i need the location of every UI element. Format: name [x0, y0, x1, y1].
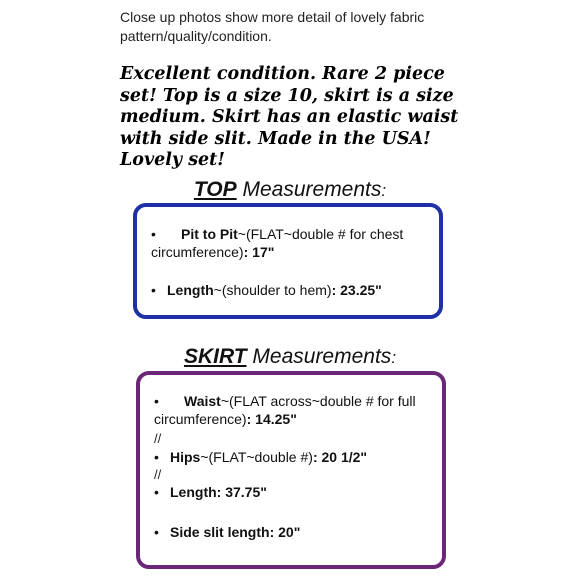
- skirt-item-waist-note: ~(FLAT across~double # for full circumference): [154, 393, 416, 427]
- top-item-length-text: [137, 281, 439, 299]
- bullet-icon: •: [151, 282, 156, 298]
- top-item-length-value: 23.25": [340, 282, 382, 298]
- skirt-item-waist: [140, 392, 442, 428]
- skirt-heading-rest: Measurements: [246, 345, 392, 368]
- top-heading-lead: TOP: [193, 178, 237, 201]
- bullet-icon: •: [154, 393, 159, 409]
- top-item-length: [137, 281, 439, 299]
- top-heading-colon: :: [381, 181, 387, 200]
- skirt-item-hips-colon: :: [312, 449, 322, 465]
- bullet-icon: •: [154, 524, 159, 540]
- separator: //: [154, 431, 162, 446]
- bullet-icon: •: [154, 484, 159, 500]
- top-item-pit-to-pit-value: 17": [252, 244, 275, 260]
- skirt-measurements-heading: [0, 345, 580, 369]
- separator: //: [154, 467, 162, 482]
- skirt-item-hips-label: Hips: [170, 449, 201, 465]
- skirt-item-side-slit: [140, 523, 442, 541]
- top-item-length-note: ~(shoulder to hem): [213, 282, 332, 298]
- skirt-item-waist-colon: :: [246, 411, 256, 427]
- bullet-icon: •: [154, 449, 159, 465]
- top-item-length-colon: :: [331, 282, 341, 298]
- top-measurements-box: [133, 203, 443, 319]
- top-item-length-label: Length: [167, 282, 214, 298]
- skirt-item-side-slit-text: Side slit length: 20": [170, 524, 301, 540]
- skirt-item-waist-value: 14.25": [255, 411, 297, 427]
- intro-text: Close up photos show more detail of lovely fabric pattern/quality/condition.: [120, 9, 425, 44]
- top-item-pit-to-pit: [137, 225, 439, 261]
- top-item-pit-to-pit-colon: :: [243, 244, 253, 260]
- top-item-pit-to-pit-note: ~(FLAT~double # for chest circumference): [151, 226, 404, 260]
- skirt-item-length: [140, 483, 442, 501]
- skirt-measurements-box: [136, 371, 446, 569]
- skirt-heading-colon: :: [391, 348, 397, 367]
- skirt-heading-lead: SKIRT: [183, 345, 247, 368]
- listing-description: Excellent condition. Rare 2 piece set! Top is a size 10, skirt is a size medium. Skirt has an elastic waist with side slit. Made in the USA! Lovely set!: [120, 64, 459, 170]
- top-item-pit-to-pit-label: Pit to Pit: [181, 226, 238, 242]
- skirt-item-length-text: Length: 37.75": [170, 484, 267, 500]
- skirt-item-hips-value: 20 1/2": [321, 449, 368, 465]
- skirt-item-waist-text: [154, 392, 442, 428]
- top-measurements-heading: [0, 178, 580, 202]
- skirt-item-hips: [140, 448, 442, 466]
- skirt-item-waist-label: Waist: [184, 393, 221, 409]
- top-heading-rest: Measurements: [236, 178, 382, 201]
- top-item-pit-to-pit-text: [151, 225, 439, 261]
- bullet-icon: •: [151, 226, 156, 242]
- skirt-item-hips-text: [140, 448, 442, 466]
- skirt-item-hips-note: ~(FLAT~double #): [200, 449, 313, 465]
